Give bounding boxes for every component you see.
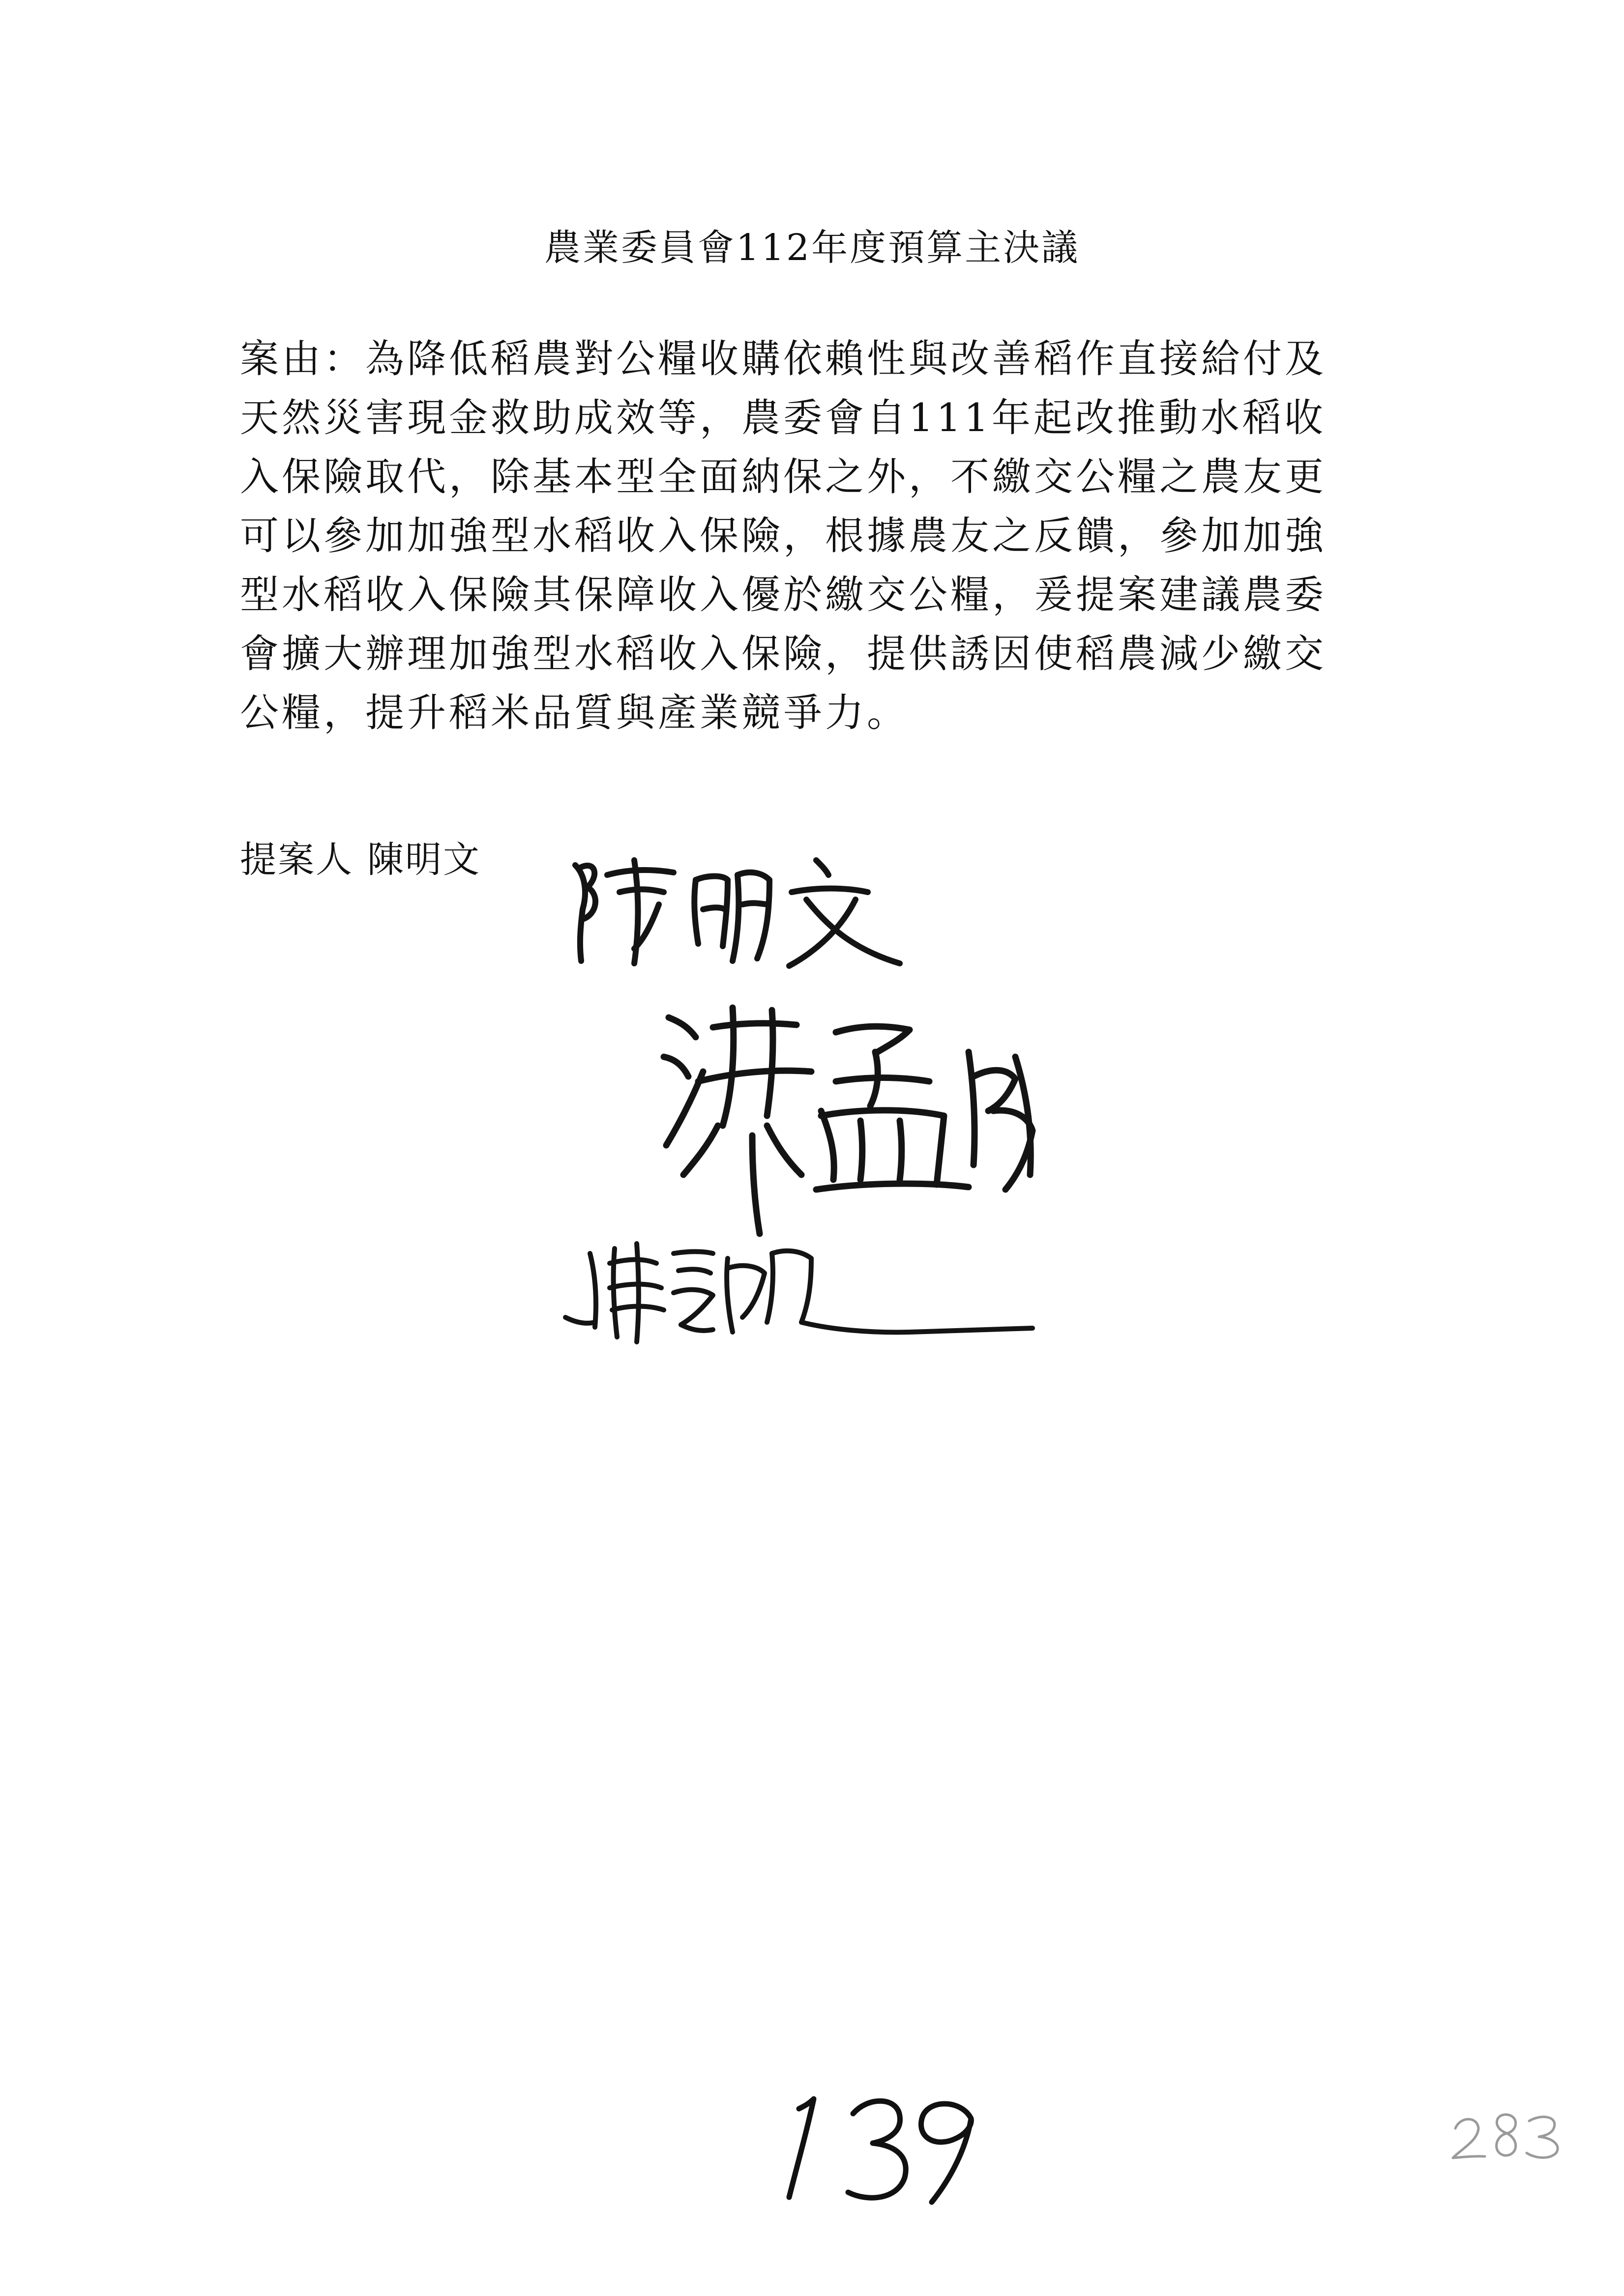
body-line: 可以參加加強型水稻收入保險，根據農友之反饋，參加加強 bbox=[240, 513, 1327, 558]
proposer-name: 陳明文 bbox=[367, 839, 481, 881]
proposer-label: 提案人 bbox=[240, 839, 354, 881]
document-title: 農業委員會112年度預算主決議 bbox=[544, 227, 1080, 269]
body-line: 會擴大辦理加強型水稻收入保險，提供誘因使稻農減少繳交 bbox=[240, 631, 1327, 676]
page-number-handwritten bbox=[779, 2089, 986, 2207]
proposer-line bbox=[240, 831, 481, 883]
page-number-pencil bbox=[1448, 2109, 1566, 2168]
body-line: 入保險取代，除基本型全面納保之外，不繳交公糧之農友更 bbox=[240, 454, 1327, 499]
body-line: 公糧，提升稻米品質與產業競爭力。 bbox=[240, 690, 909, 735]
body-line: 型水稻收入保險其保障收入優於繳交公糧，爰提案建議農委 bbox=[240, 572, 1327, 617]
motion-body bbox=[240, 329, 1390, 742]
signature-2 bbox=[654, 998, 1067, 1253]
body-line: 案由：為降低稻農對公糧收購依賴性與改善稻作直接給付及 bbox=[240, 336, 1327, 381]
signature-3 bbox=[556, 1224, 1047, 1352]
signature-1 bbox=[561, 845, 915, 973]
body-line: 天然災害現金救助成效等，農委會自111年起改推動水稻收 bbox=[240, 395, 1326, 440]
